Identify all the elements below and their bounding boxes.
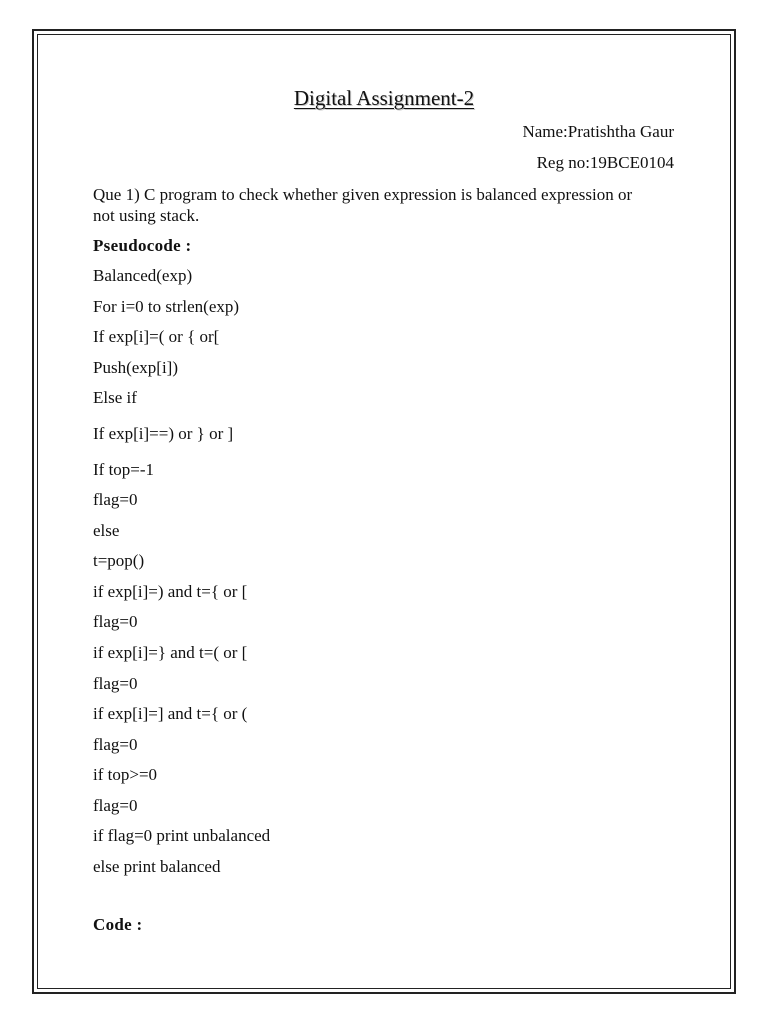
pseudocode-line: if exp[i]=) and t={ or [ xyxy=(93,582,248,601)
question-text: Que 1) C program to check whether given expression is balanced expression or not using stack. xyxy=(93,185,633,225)
pseudocode-line: if top>=0 xyxy=(93,765,158,784)
pseudocode-line: flag=0 xyxy=(93,796,138,815)
pseudocode-line: flag=0 xyxy=(93,612,138,631)
pseudocode-line: if exp[i]=} and t=( or [ xyxy=(93,643,248,662)
pseudocode-line: If exp[i]=( or { or[ xyxy=(93,327,220,346)
pseudocode-line: else xyxy=(93,521,120,540)
pseudocode-line: else print balanced xyxy=(93,857,221,876)
pseudocode-line: flag=0 xyxy=(93,490,138,509)
pseudocode-line: if flag=0 print unbalanced xyxy=(93,826,271,845)
pseudocode-line: flag=0 xyxy=(93,735,138,754)
pseudocode-line: Push(exp[i]) xyxy=(93,358,178,377)
pseudocode-line: If exp[i]==) or } or ] xyxy=(93,424,234,443)
pseudocode-heading: Pseudocode : xyxy=(93,236,192,255)
document-title: Digital Assignment-2 xyxy=(293,86,475,110)
pseudocode-line: Balanced(exp) xyxy=(93,266,193,285)
pseudocode-line: Else if xyxy=(93,388,137,407)
pseudocode-line: For i=0 to strlen(exp) xyxy=(93,297,240,316)
pseudocode-line: If top=-1 xyxy=(93,460,155,479)
student-name: Name:Pratishtha Gaur xyxy=(522,122,674,141)
registration-number: Reg no:19BCE0104 xyxy=(536,153,674,172)
code-heading: Code : xyxy=(93,915,143,934)
pseudocode-line: flag=0 xyxy=(93,674,138,693)
pseudocode-line: if exp[i]=] and t={ or ( xyxy=(93,704,248,723)
pseudocode-line: t=pop() xyxy=(93,551,145,570)
